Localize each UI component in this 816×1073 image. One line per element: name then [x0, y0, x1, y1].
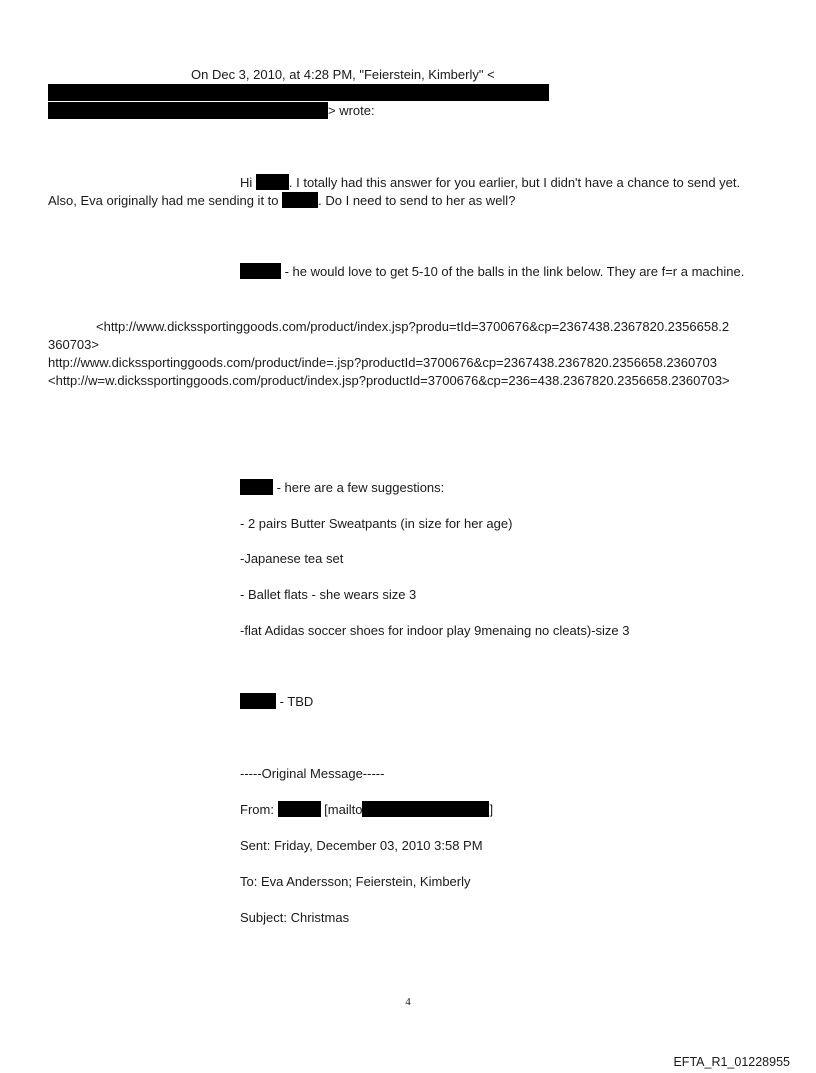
redaction-box — [240, 693, 276, 709]
link-line: 360703> — [48, 337, 99, 352]
list-item: - 2 pairs Butter Sweatpants (in size for her age) — [240, 516, 513, 531]
paragraph-greeting: Hi . I totally had this answer for you earlier, but I didn't have a chance to send yet. — [240, 175, 741, 190]
email-header-line: On Dec 3, 2010, at 4:28 PM, "Feierstein, Kimberly" < — [191, 67, 495, 82]
link-line: <http://w=w.dickssportinggoods.com/product/index.jsp?productId=3700676&cp=236=438.2367820.2356658.2360703> — [48, 373, 730, 388]
document-id: EFTA_R1_01228955 — [673, 1055, 790, 1069]
redaction-box — [282, 192, 318, 208]
page-number: 4 — [405, 996, 411, 1008]
paragraph-greeting-line2: Also, Eva originally had me sending it to . Do I need to send to her as well? — [48, 193, 516, 208]
redaction-box — [48, 84, 549, 101]
original-to: To: Eva Andersson; Feierstein, Kimberly — [240, 874, 471, 889]
email-header-wrote: > wrote: — [328, 103, 375, 118]
link-line: <http://www.dickssportinggoods.com/product/index.jsp?produ=tId=3700676&cp=2367438.2367820.2356658.2 — [96, 319, 730, 334]
original-from: From: [mailto ] — [240, 802, 494, 817]
list-item: - Ballet flats - she wears size 3 — [240, 587, 417, 602]
link-line: http://www.dickssportinggoods.com/product/inde=.jsp?productId=3700676&cp=2367438.2367820.2356658.2360703 — [48, 355, 717, 370]
redaction-box — [362, 801, 489, 817]
list-item: -flat Adidas soccer shoes for indoor play 9menaing no cleats)-size 3 — [240, 623, 630, 638]
paragraph-balls: - he would love to get 5-10 of the balls in the link below. They are f=r a machine. — [240, 263, 744, 280]
redaction-box — [256, 174, 289, 190]
paragraph-suggestions: - here are a few suggestions: — [240, 479, 444, 496]
original-message-divider: -----Original Message----- — [240, 766, 385, 781]
redaction-box — [48, 102, 328, 119]
original-sent: Sent: Friday, December 03, 2010 3:58 PM — [240, 838, 483, 853]
redaction-box — [240, 263, 281, 279]
original-subject: Subject: Christmas — [240, 910, 350, 925]
redaction-box — [240, 479, 273, 495]
redaction-box — [278, 801, 321, 817]
list-item: -Japanese tea set — [240, 551, 344, 566]
paragraph-tbd: - TBD — [240, 693, 313, 710]
